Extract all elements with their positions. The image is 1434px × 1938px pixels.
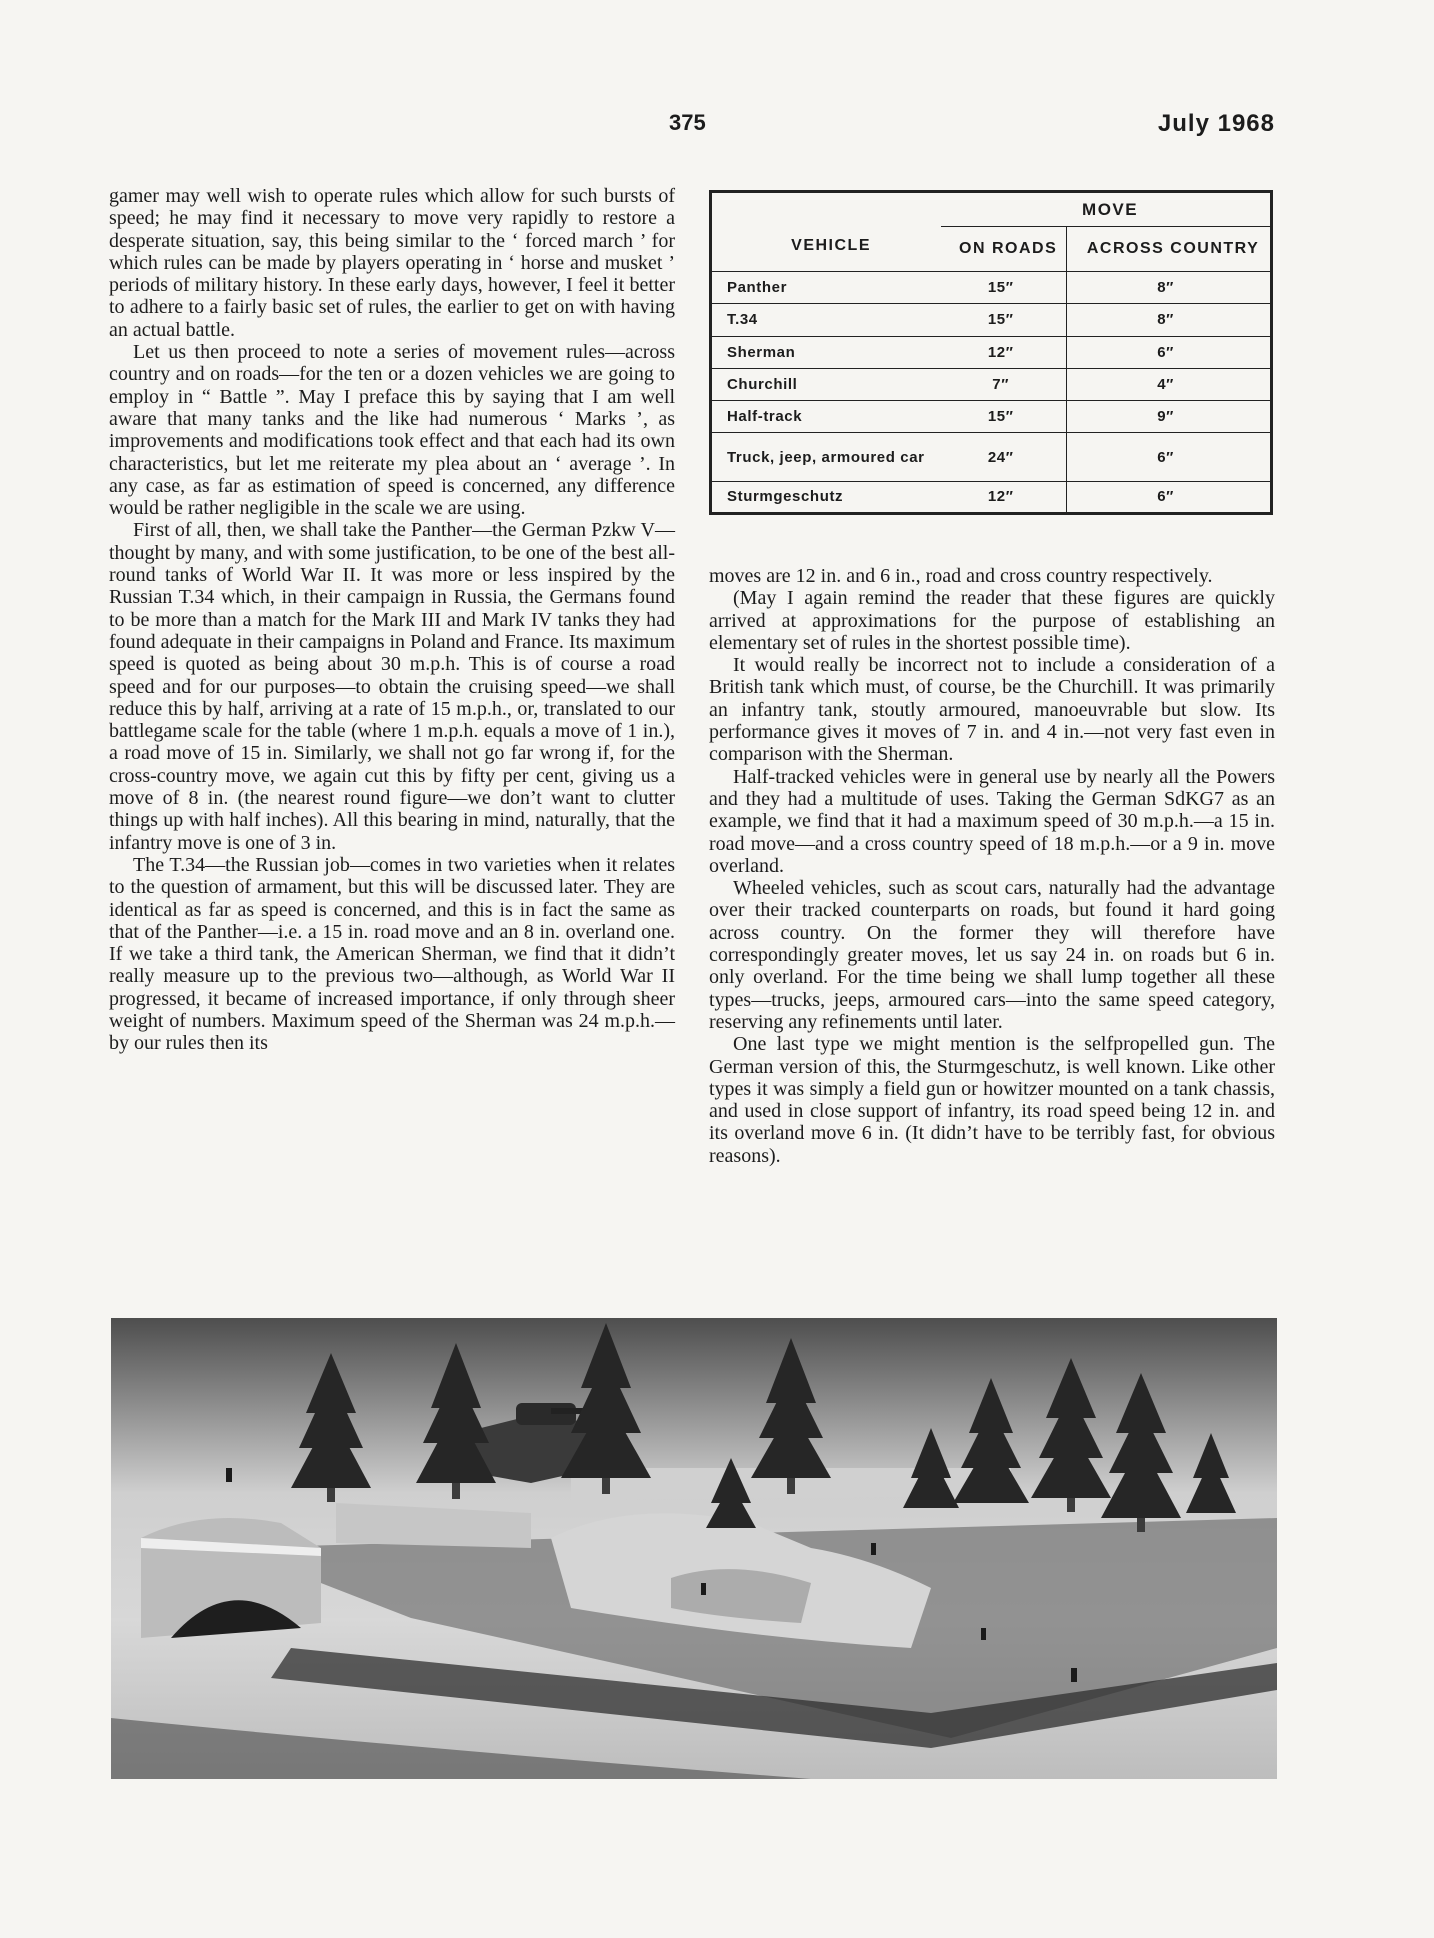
paragraph: It would really be incorrect not to include a consideration of a British tank which must, of course, be the Churchill. It was primarily an infantry tank, stoutly armoured, manoeuvrable but slow. Its performance gives it moves of 7 in. and 4 in.—not very fast even in comparison with the Sherman. [709,654,1275,766]
table-header-vehicle: VEHICLE [791,237,871,254]
table-row [711,272,1272,304]
table-row [711,304,1272,336]
vehicle-movement-table [709,190,1273,515]
road-move: 12″ [941,481,1066,513]
vehicle-name: Sherman [727,343,796,361]
country-move: 6″ [1157,448,1174,466]
table-row [711,433,1272,481]
country-move: 8″ [1157,279,1174,297]
issue-date: July 1968 [1157,110,1275,137]
paragraph: The T.34—the Russian job—comes in two varieties when it relates to the question of armament, but this will be discussed later. They are identical as far as speed is concerned, and this is in fact the same as that of the Panther—i.e. a 15 in. road move and an 8 in. overland one. If we take a third tank, the American Sherman, we find that it didn’t really measure up to the previous two—although, as World War II progressed, it became of increased importance, if only through sheer weight of numbers. Maximum speed of the Sherman was 24 m.p.h.—by our rules then its [109,853,675,1055]
vehicle-name: Churchill [727,375,798,393]
vehicle-name: Truck, jeep, armoured car [727,448,925,466]
country-move: 8″ [1157,311,1174,329]
road-move: 15″ [941,401,1066,433]
paragraph: Let us then proceed to note a series of movement rules—across country and on roads—for the ten or a dozen vehicles we are going to employ in “ Battle ”. May I preface this by saying that I am well aware that many tanks and the like had numerous ‘ Marks ’, as improvements and modifications took effect and that each had its own characteristics, but let me reiterate my plea about an ‘ average ’. In any case, as far as estimation of speed is concerned, any difference would be rather negligible in the scale we are using. [109,341,675,520]
left-text-column [109,185,675,1055]
paragraph: (May I again remind the reader that these figures are quickly arrived at approximations for the purpose of establishing an elementary set of rules in the shortest possible time). [709,587,1275,654]
paragraph: First of all, then, we shall take the Panther—the German Pzkw V—thought by many, and with some justification, to be one of the best all-round tanks of World War II. It was more or less inspired by the Russian T.34 which, in their campaign in Russia, the Germans found to be more than a match for the Mark III and Mark IV tanks they had found adequate in their campaigns in Poland and France. Its maximum speed is quoted as being about 30 m.p.h. This is of course a road speed and for our purposes—to obtain the cruising speed—we shall reduce this by half, arriving at a rate of 15 m.p.h., or, translated to our battlegame scale for the table (where 1 m.p.h. equals a move of 1 in.), a road move of 15 in. Similarly, we shall not go far wrong if, for the cross-country move, we again cut this by fifty per cent, giving us a move of 8 in. (the nearest round figure—we don’t want to clutter things up with half inches). All this bearing in mind, naturally, that the infantry move is one of 3 in. [109,519,675,854]
paragraph: Wheeled vehicles, such as scout cars, naturally had the advantage over their tracked counterparts on roads, but found it hard going across country. On the former they will therefore have correspondingly greater moves, let us say 24 in. on roads but 6 in. only overland. For the time being we shall lump together all these types—trucks, jeeps, armoured cars—into the same speed category, reserving any refinements until later. [709,877,1275,1033]
table-header-across-country: ACROSS COUNTRY [1086,240,1260,257]
road-move: 12″ [941,336,1066,368]
table-row [711,401,1272,433]
vehicle-name: T.34 [727,311,758,329]
vehicle-name: Half-track [727,408,803,426]
road-move: 7″ [941,368,1066,400]
country-move: 4″ [1157,375,1174,393]
table-row [711,481,1272,513]
paragraph: One last type we might mention is the selfpropelled gun. The German version of this, the Sturmgeschutz, is well known. Like other types it was simply a field gun or howitzer mounted on a tank chassis, and used in close support of infantry, its road speed being 12 in. and its overland move 6 in. (It didn’t have to be terribly fast, for obvious reasons). [709,1033,1275,1167]
page-number: 375 [669,110,706,135]
table-header-move: MOVE [941,192,1271,227]
road-move: 15″ [941,272,1066,304]
road-move: 24″ [941,433,1066,481]
right-text-column [709,565,1275,1167]
country-move: 6″ [1157,488,1174,506]
table-row [711,368,1272,400]
wargame-diorama-photo [111,1318,1277,1779]
table-row [711,336,1272,368]
paragraph: gamer may well wish to operate rules which allow for such bursts of speed; he may find it necessary to move very rapidly to restore a desperate situation, say, this being similar to the ‘ forced march ’ for which rules can be made by players operating in ‘ horse and musket ’ periods of military history. In these early days, however, I feel it better to adhere to a fairly basic set of rules, the earlier to get on with having an actual battle. [109,185,675,341]
vehicle-name: Panther [727,279,788,297]
paragraph: moves are 12 in. and 6 in., road and cross country respectively. [709,565,1213,587]
vehicle-name: Sturmgeschutz [727,488,844,506]
paragraph: Half-tracked vehicles were in general use by nearly all the Powers and they had a multitude of uses. Taking the German SdKG7 as an example, we find that it had a maximum speed of 30 m.p.h.—a 15 in. road move—and a cross country speed of 18 m.p.h.—or a 9 in. move overland. [709,765,1275,877]
table-header-on-roads: ON ROADS [941,227,1066,272]
road-move: 15″ [941,304,1066,336]
country-move: 9″ [1157,408,1174,426]
country-move: 6″ [1157,343,1174,361]
